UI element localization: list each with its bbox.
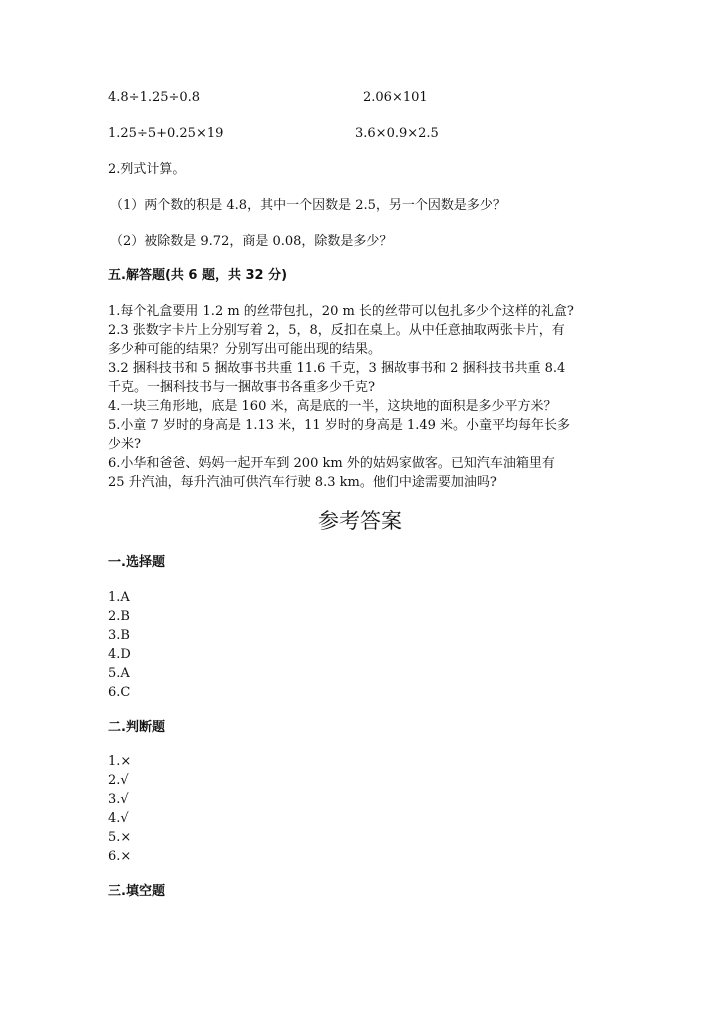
section5-line: 千克。一捆科技书与一捆故事书各重多少千克? xyxy=(108,380,375,395)
answer-item: 2.B xyxy=(108,609,130,624)
answer-item: 6.× xyxy=(108,849,132,864)
q2-part2: （2）被除数是 9.72，商是 0.08，除数是多少？ xyxy=(110,234,393,249)
section5-line: 多少种可能的结果？分别写出可能出现的结果。 xyxy=(108,342,382,357)
answer-item: 2.√ xyxy=(108,773,129,788)
answer-item: 1.A xyxy=(108,590,130,605)
section5-line: 6.小华和爸爸、妈妈一起开车到 200 km 外的姑妈家做客。已知汽车油箱里有 xyxy=(108,456,555,471)
section5-line: 1.每个礼盒要用 1.2 m 的丝带包扎，20 m 长的丝带可以包扎多少个这样的礼盒? xyxy=(108,304,574,319)
answers-s2-heading: 二.判断题 xyxy=(108,720,165,735)
section5-line: 2.3 张数字卡片上分别写着 2，5，8，反扣在桌上。从中任意抽取两张卡片，有 xyxy=(108,323,565,338)
answer-item: 6.C xyxy=(108,685,131,700)
q2-part1: （1）两个数的积是 4.8，其中一个因数是 2.5，另一个因数是多少？ xyxy=(110,198,506,213)
answer-item: 5.× xyxy=(108,830,132,845)
answer-item: 3.B xyxy=(108,628,130,643)
section5-heading: 五.解答题(共 6 题，共 32 分) xyxy=(108,268,288,283)
answers-s1-heading: 一.选择题 xyxy=(108,555,165,570)
answer-item: 1.× xyxy=(108,754,132,769)
answers-s3-heading: 三.填空题 xyxy=(108,884,165,899)
answers-title: 参考答案 xyxy=(318,509,402,533)
section5-line: 3.2 捆科技书和 5 捆故事书共重 11.6 千克，3 捆故事书和 2 捆科技书共重 8.4 xyxy=(108,361,566,376)
calc-row2-right: 3.6×0.9×2.5 xyxy=(355,126,439,141)
q2-title: 2.列式计算。 xyxy=(108,162,186,177)
answer-item: 3.√ xyxy=(108,792,129,807)
section5-line: 4.一块三角形地，底是 160 米，高是底的一半，这块地的面积是多少平方米？ xyxy=(108,399,557,414)
calc-row1-right: 2.06×101 xyxy=(363,90,428,105)
calc-row1-left: 4.8÷1.25÷0.8 xyxy=(108,90,201,105)
answer-item: 5.A xyxy=(108,666,130,681)
calc-row2-left: 1.25÷5+0.25×19 xyxy=(108,126,224,141)
section5-line: 5.小童 7 岁时的身高是 1.13 米，11 岁时的身高是 1.49 米。小童平均每年长多 xyxy=(108,418,571,433)
answer-item: 4.√ xyxy=(108,811,129,826)
answer-item: 4.D xyxy=(108,647,131,662)
section5-line: 25 升汽油，每升汽油可供汽车行驶 8.3 km。他们中途需要加油吗? xyxy=(108,475,497,490)
section5-line: 少米? xyxy=(108,437,141,452)
